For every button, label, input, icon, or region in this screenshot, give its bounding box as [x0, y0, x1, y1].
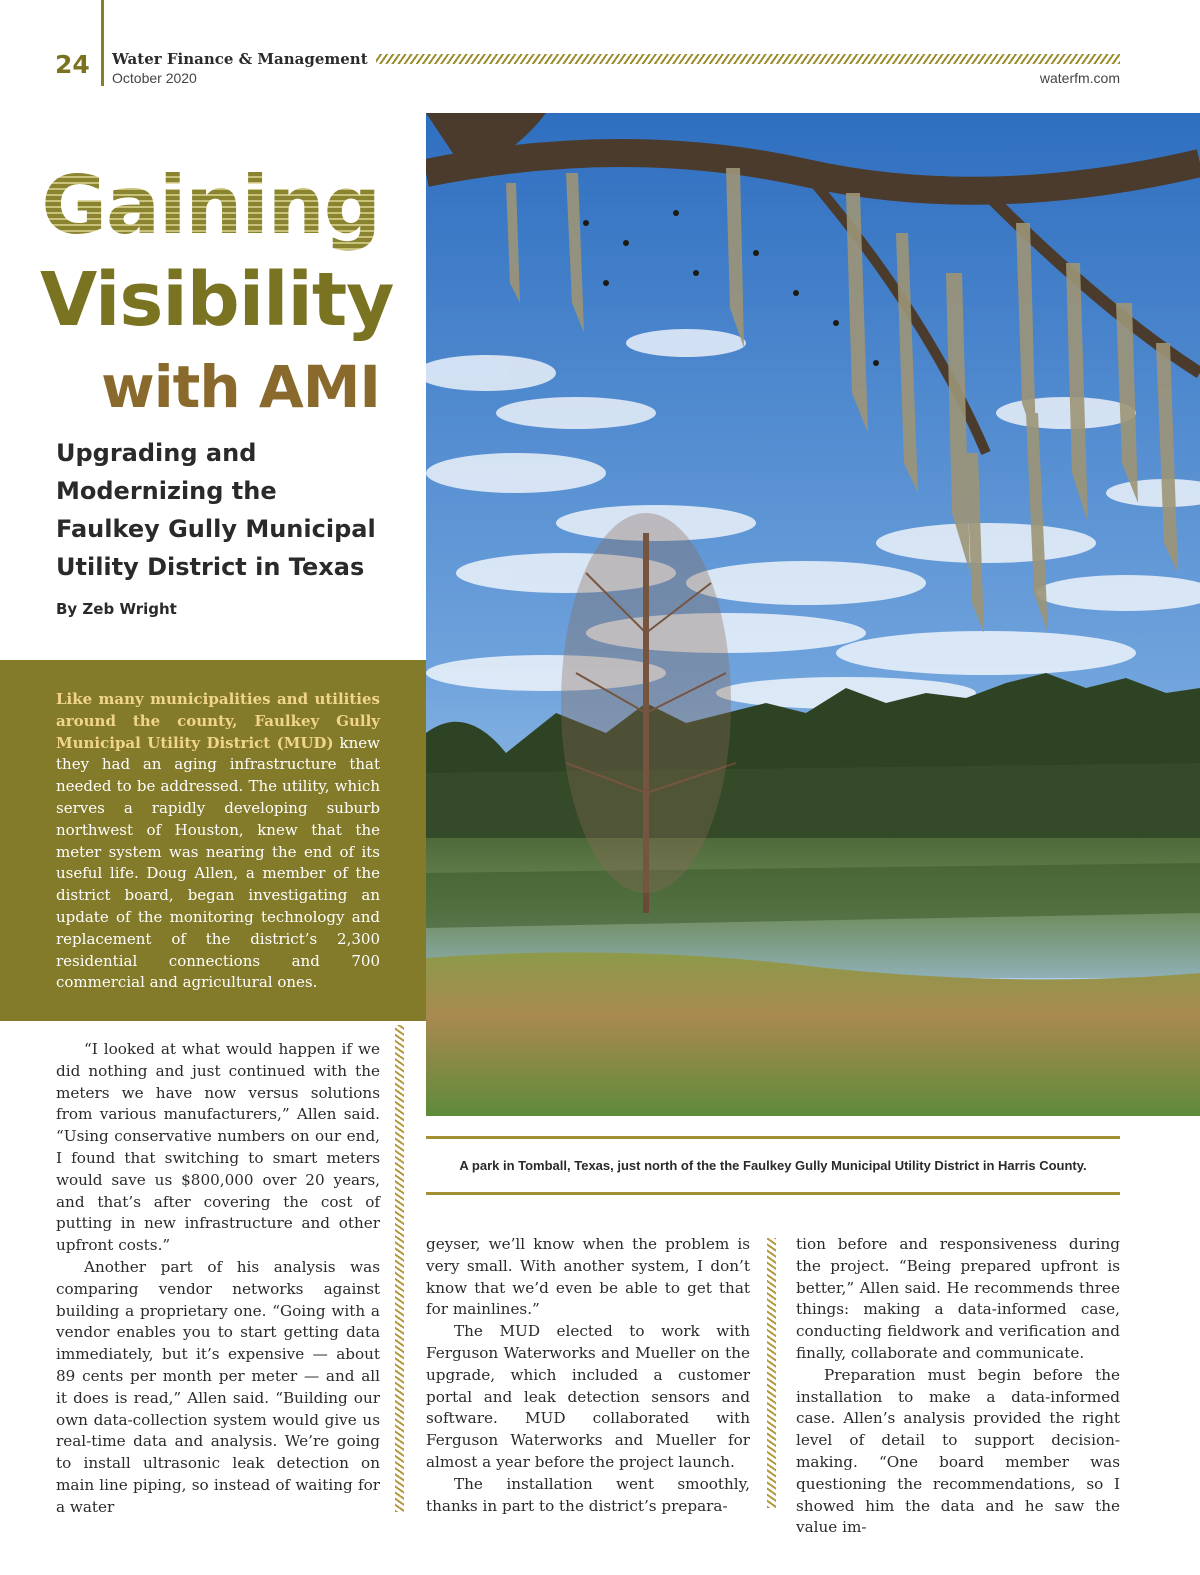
- body-column-3: [796, 1234, 1120, 1539]
- intro-lead: Like many municipalities and utilities around the county, Faulkey Gully Municipal Utility District (MUD): [56, 690, 380, 752]
- park-photo: [426, 113, 1200, 1116]
- column-hatch-divider: [767, 1238, 776, 1508]
- body-paragraph: geyser, we’ll know when the problem is very small. With another system, I don’t know that we’d even be able to get that for mainlines.”: [426, 1235, 750, 1319]
- body-paragraph: Another part of his analysis was comparing vendor networks against building a proprietary one. “Going with a vendor enables you to start getting data immediately, but it’s expensive — about 89 cents per month per meter — and all it does is read,” Allen said. “Building our own data-collection system would give us real-time data and analysis. We’re going to install ultrasonic leak detection on main line piping, so instead of waiting for a water: [56, 1257, 380, 1516]
- issue-date: October 2020: [112, 70, 197, 86]
- intro-body: knew they had an aging infrastructure that needed to be addressed. The utility, which serves a rapidly developing suburb northwest of Houston, knew that the meter system was nearing the end of its useful life. Doug Allen, a member of the district board, began investigating an update of the monitoring technology and replacement of the district’s 2,300 residential connections and 700 commercial and agricultural ones.: [56, 733, 380, 992]
- photo-caption: A park in Tomball, Texas, just north of the the Faulkey Gully Municipal Utility District in Harris County.: [459, 1158, 1087, 1173]
- caption-rule-top: [426, 1136, 1120, 1139]
- body-paragraph: The MUD elected to work with Ferguson Waterworks and Mueller on the upgrade, which included a customer portal and leak detection sensors and software. MUD collaborated with Ferguson Waterworks and Mueller for almost a year before the project launch.: [426, 1322, 750, 1471]
- website-link[interactable]: waterfm.com: [1039, 70, 1120, 86]
- body-paragraph: “I looked at what would happen if we did nothing and just continued with the meters we have now versus solutions from various manufacturers,” Allen said. “Using conservative numbers on our end, I found that switching to smart meters would save us $800,000 over 20 years, and that’s after covering the cost of putting in new infrastructure and other upfront costs.”: [56, 1040, 380, 1255]
- intro-paragraph: [56, 689, 380, 994]
- title-line-3: with AMI: [101, 353, 380, 421]
- caption-rule-bottom: [426, 1192, 1120, 1195]
- body-paragraph: The installation went smoothly, thanks in part to the district’s prepara-: [426, 1474, 750, 1515]
- column-hatch-divider: [395, 1025, 404, 1512]
- title-line-2: Visibility: [40, 257, 394, 343]
- title-line-1: Gaining: [41, 159, 380, 252]
- header-hatch-rule: [376, 54, 1120, 64]
- article-title: [40, 159, 394, 426]
- byline: By Zeb Wright: [56, 600, 177, 618]
- article-subtitle: Upgrading and Modernizing the Faulkey Gully Municipal Utility District in Texas: [56, 439, 376, 581]
- body-paragraph: tion before and responsiveness during the project. “Being prepared upfront is better,” Allen said. He recommends three things: making a data-informed case, conducting fieldwork and verification and finally, collaborate and communicate.: [796, 1235, 1120, 1362]
- header-vertical-rule: [101, 0, 104, 86]
- magazine-title: Water Finance & Management: [112, 50, 368, 68]
- page-number: 24: [55, 50, 90, 79]
- body-column-1: [56, 1039, 380, 1519]
- body-paragraph: Preparation must begin before the installation to make a data-informed case. Allen’s analysis provided the right level of detail to support decision-making. “One board member was questioning the recommendations, so I showed him the data and he saw the value im-: [796, 1365, 1120, 1537]
- park-photo-illustration: [426, 113, 1200, 1116]
- body-column-2: [426, 1234, 750, 1517]
